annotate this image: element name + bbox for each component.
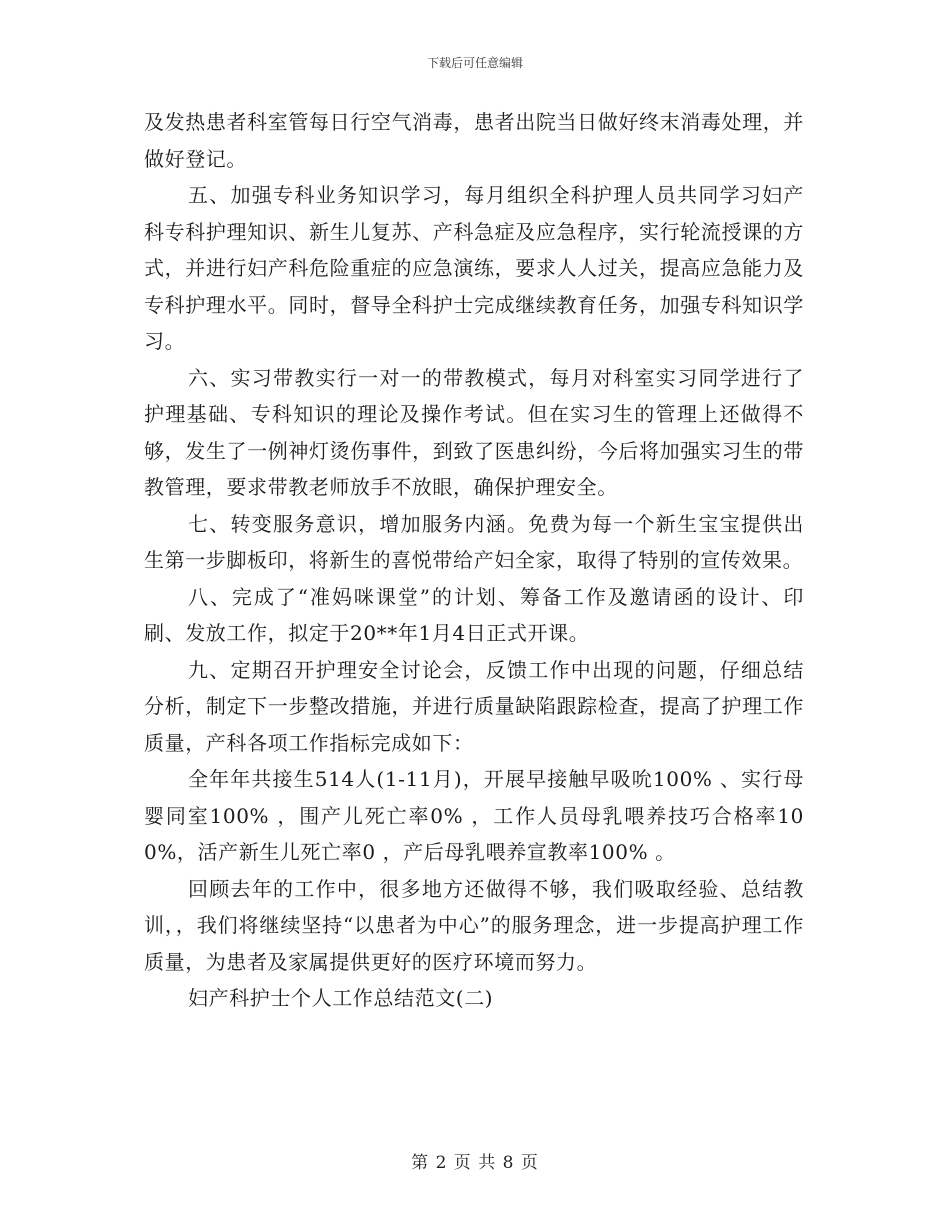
paragraph-8: 回顾去年的工作中，很多地方还做得不够，我们吸取经验、总结教训，，我们将继续坚持“以患者为中心”的服务理念，进一步提高护理工作质量，为患者及家属提供更好的医疗环境而努力。 [144,876,804,974]
paragraph-2: 五、加强专科业务知识学习，每月组织全科护理人员共同学习妇产科专科护理知识、新生儿复苏、产科急症及应急程序，实行轮流授课的方式，并进行妇产科危险重症的应急演练，要求人人过关，提高应急能力及专科护理水平。同时，督导全科护士完成继续教育任务，加强专科知识学习。 [144,183,804,353]
paragraph-1: 及发热患者科室管每日行空气消毒，患者出院当日做好终末消毒处理，并做好登记。 [144,110,804,171]
paragraph-4: 七、转变服务意识，增加服务内涵。免费为每一个新生宝宝提供出生第一步脚板印，将新生的喜悦带给产妇全家，取得了特别的宣传效果。 [144,511,804,572]
section-heading: 妇产科护士个人工作总结范文(二) [188,986,494,1010]
paragraph-7: 全年年共接生514人(1-11月)，开展早接触早吸吮100% 、实行母婴同室100% ，围产儿死亡率0% ，工作人员母乳喂养技巧合格率100%，活产新生儿死亡率0 ，产后母乳喂养宣教率100% 。 [144,767,804,864]
paragraph-5: 八、完成了“准妈咪课堂”的计划、筹备工作及邀请函的设计、印刷、发放工作，拟定于20**年1月4日正式开课。 [144,584,804,645]
document-body [144,104,804,1017]
page-header: 下载后可任意编辑 [426,56,523,70]
page-number-footer: 第 2 页 共 8 页 [411,1153,539,1173]
paragraph-6: 九、定期召开护理安全讨论会，反馈工作中出现的问题，仔细总结分析，制定下一步整改措施，并进行质量缺陷跟踪检查，提高了护理工作质量，产科各项工作指标完成如下： [144,657,804,755]
paragraph-3: 六、实习带教实行一对一的带教模式，每月对科室实习同学进行了护理基础、专科知识的理论及操作考试。但在实习生的管理上还做得不够，发生了一例神灯烫伤事件，到致了医患纠纷，今后将加强实习生的带教管理，要求带教老师放手不放眼，确保护理安全。 [144,365,804,499]
